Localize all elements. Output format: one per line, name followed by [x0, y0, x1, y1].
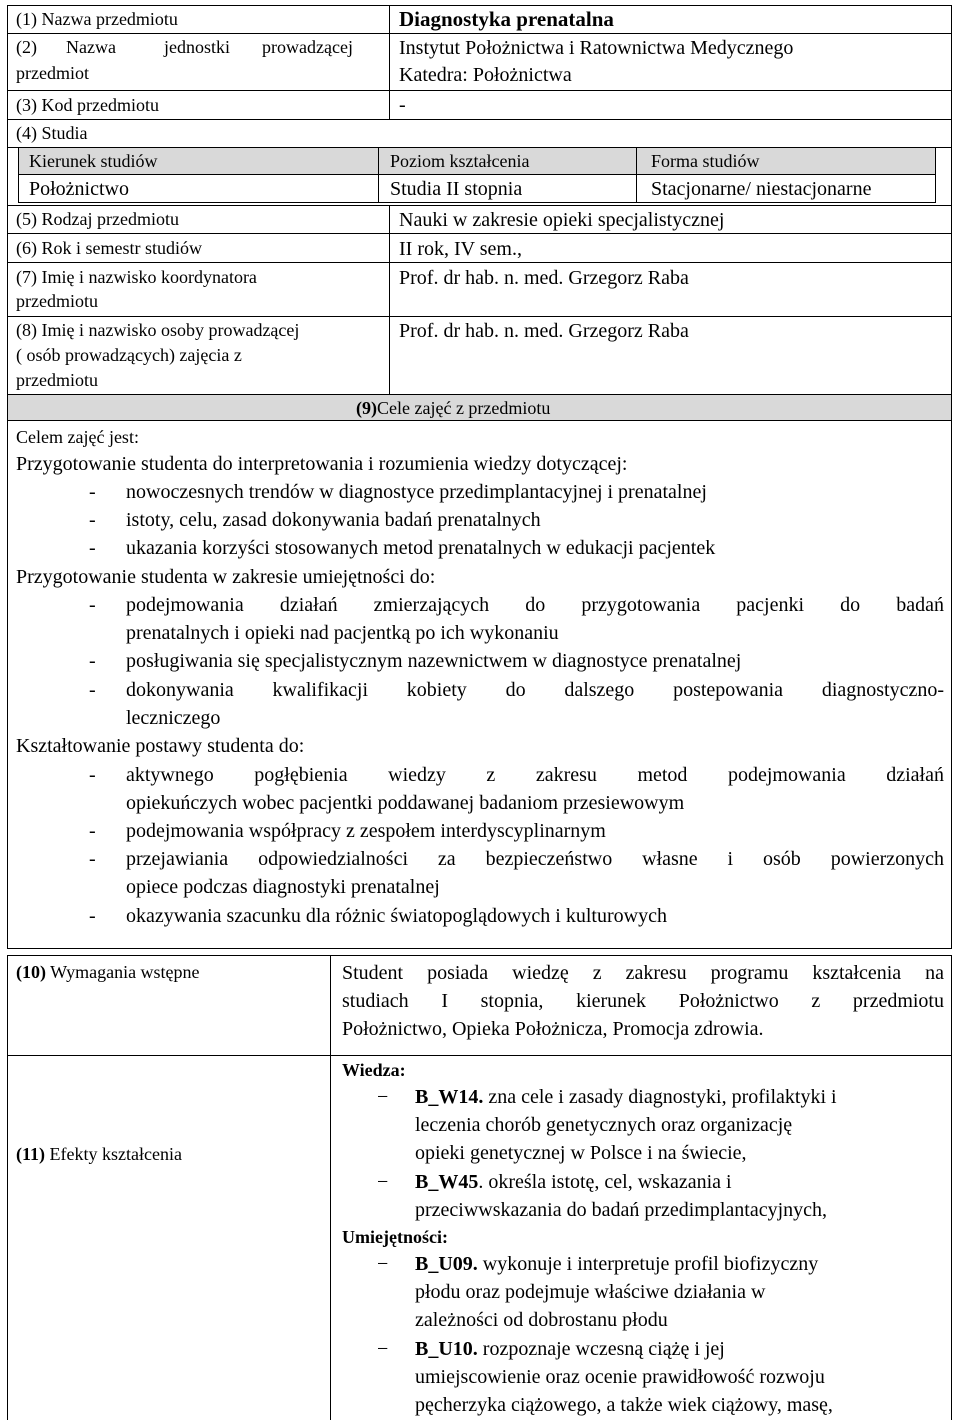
teacher-label-line1: (8) Imię i nazwisko osoby prowadzącej: [16, 320, 300, 340]
outcome-item: B_W14. zna cele i zasady diagnostyki, profilaktyki i: [415, 1086, 837, 1108]
unit-label-word2: jednostki: [164, 37, 230, 57]
unit-label-word4: przedmiot: [16, 63, 89, 83]
skills-heading: Umiejętności:: [342, 1227, 448, 1247]
list-dash: −: [377, 1171, 389, 1193]
studies-label: (4) Studia: [16, 123, 88, 143]
objectives-heading: (9)Cele zajęć z przedmiotu: [356, 398, 551, 418]
outcome-item-cont: umiejscowienie oraz ocenie prawidłowość rozwoju: [415, 1366, 825, 1388]
outcome-item: B_U09. wykonuje i interpretuje profil biofizyczny: [415, 1253, 819, 1275]
course-type-label: (5) Rodzaj przedmiotu: [16, 209, 179, 229]
list-dash: −: [377, 1253, 389, 1275]
list-dash: -: [89, 594, 96, 616]
year-semester-label: (6) Rok i semestr studiów: [16, 238, 202, 258]
objective-item: istoty, celu, zasad dokonywania badań prenatalnych: [126, 509, 541, 531]
teacher-label-line3: przedmiotu: [16, 370, 98, 390]
objective-item: dokonywania kwalifikacji kobiety do dalszego postepowania diagnostyczno-: [126, 679, 944, 701]
objective-item: podejmowania działań zmierzających do przygotowania pacjenki do badań: [126, 594, 944, 616]
list-dash: -: [89, 820, 96, 842]
list-dash: -: [89, 764, 96, 786]
outcome-item: B_U10. rozpoznaje wczesną ciążę i jej: [415, 1338, 725, 1360]
objective-item-cont: leczniczego: [126, 707, 221, 729]
teacher-label-line2: ( osób prowadzących) zajęcia z: [16, 345, 242, 365]
year-semester-value: II rok, IV sem.,: [399, 238, 522, 260]
unit-label-num: (2): [16, 37, 37, 57]
unit-value-institute: Instytut Położnictwa i Ratownictwa Medycznego: [399, 37, 794, 59]
prerequisites-line1: Student posiada wiedzę z zakresu programu kształcenia na: [342, 962, 944, 984]
outcome-item-cont: płodu oraz podejmuje właściwe działania w: [415, 1281, 766, 1303]
coordinator-value: Prof. dr hab. n. med. Grzegorz Raba: [399, 267, 689, 289]
unit-value-department: Katedra: Położnictwa: [399, 64, 572, 86]
list-dash: -: [89, 509, 96, 531]
studies-level-value: Studia II stopnia: [390, 178, 523, 200]
course-name-label: (1) Nazwa przedmiotu: [16, 9, 178, 29]
studies-head-level: Poziom kształcenia: [390, 151, 530, 171]
outcome-item: B_W45. określa istotę, cel, wskazania i: [415, 1171, 732, 1193]
objective-item-cont: opiekuńczych wobec pacjentki poddawanej badaniom przesiewowym: [126, 792, 685, 814]
objective-item: podejmowania współpracy z zespołem interdyscyplinarnym: [126, 820, 606, 842]
objectives-group-attitudes: Kształtowanie postawy studenta do:: [16, 735, 305, 757]
objectives-intro: Celem zajęć jest:: [16, 427, 139, 447]
studies-head-form: Forma studiów: [651, 151, 760, 171]
teacher-value: Prof. dr hab. n. med. Grzegorz Raba: [399, 320, 689, 342]
course-type-value: Nauki w zakresie opieki specjalistycznej: [399, 209, 725, 231]
studies-field-value: Położnictwo: [29, 178, 129, 200]
objective-item: przejawiania odpowiedzialności za bezpieczeństwo własne i osób powierzonych: [126, 848, 944, 870]
prerequisites-line3: Położnictwo, Opieka Położnicza, Promocja zdrowia.: [342, 1018, 764, 1040]
list-dash: −: [377, 1338, 389, 1360]
course-code-value: -: [399, 94, 406, 116]
studies-form-value: Stacjonarne/ niestacjonarne: [651, 178, 872, 200]
objective-item: posługiwania się specjalistycznym nazewnictwem w diagnostyce prenatalnej: [126, 650, 742, 672]
list-dash: -: [89, 848, 96, 870]
outcome-item-cont: opieki genetycznej w Polsce i na świecie,: [415, 1142, 747, 1164]
objective-item: aktywnego pogłębienia wiedzy z zakresu metod podejmowania działań: [126, 764, 944, 786]
objectives-group-knowledge: Przygotowanie studenta do interpretowania i rozumienia wiedzy dotyczącej:: [16, 453, 628, 475]
unit-label-word1: Nazwa: [66, 37, 116, 57]
learning-outcomes-label: (11) Efekty kształcenia: [16, 1144, 182, 1164]
outcome-item-cont: przeciwwskazania do badań przedimplantacyjnych,: [415, 1199, 828, 1221]
outcome-item-cont: zależności od dobrostanu płodu: [415, 1309, 668, 1331]
coordinator-label-line2: przedmiotu: [16, 291, 98, 311]
objective-item: ukazania korzyści stosowanych metod prenatalnych w edukacji pacjentek: [126, 537, 716, 559]
outcome-item-cont: pęcherzyka ciążowego, a także wiek ciążowy, masę,: [415, 1394, 833, 1416]
objectives-group-skills: Przygotowanie studenta w zakresie umiejętności do:: [16, 566, 436, 588]
coordinator-label-line1: (7) Imię i nazwisko koordynatora: [16, 267, 257, 287]
objective-item-cont: prenatalnych i opieki nad pacjentką po ich wykonaniu: [126, 622, 559, 644]
list-dash: -: [89, 481, 96, 503]
outcome-item-cont: leczenia chorób genetycznych oraz organizację: [415, 1114, 793, 1136]
studies-head-field: Kierunek studiów: [29, 151, 158, 171]
objective-item-cont: opiece podczas diagnostyki prenatalnej: [126, 876, 440, 898]
knowledge-heading: Wiedza:: [342, 1060, 406, 1080]
list-dash: −: [377, 1086, 389, 1108]
objective-item: nowoczesnych trendów w diagnostyce przedimplantacyjnej i prenatalnej: [126, 481, 707, 503]
list-dash: -: [89, 679, 96, 701]
course-code-label: (3) Kod przedmiotu: [16, 95, 159, 115]
list-dash: -: [89, 650, 96, 672]
list-dash: -: [89, 537, 96, 559]
objective-item: okazywania szacunku dla różnic światopoglądowych i kulturowych: [126, 905, 667, 927]
prerequisites-label: (10) Wymagania wstępne: [16, 962, 200, 982]
prerequisites-line2: studiach I stopnia, kierunek Położnictwo z przedmiotu: [342, 990, 944, 1012]
unit-label-word3: prowadzącej: [262, 37, 353, 57]
course-name-value: Diagnostyka prenatalna: [399, 7, 614, 31]
list-dash: -: [89, 905, 96, 927]
